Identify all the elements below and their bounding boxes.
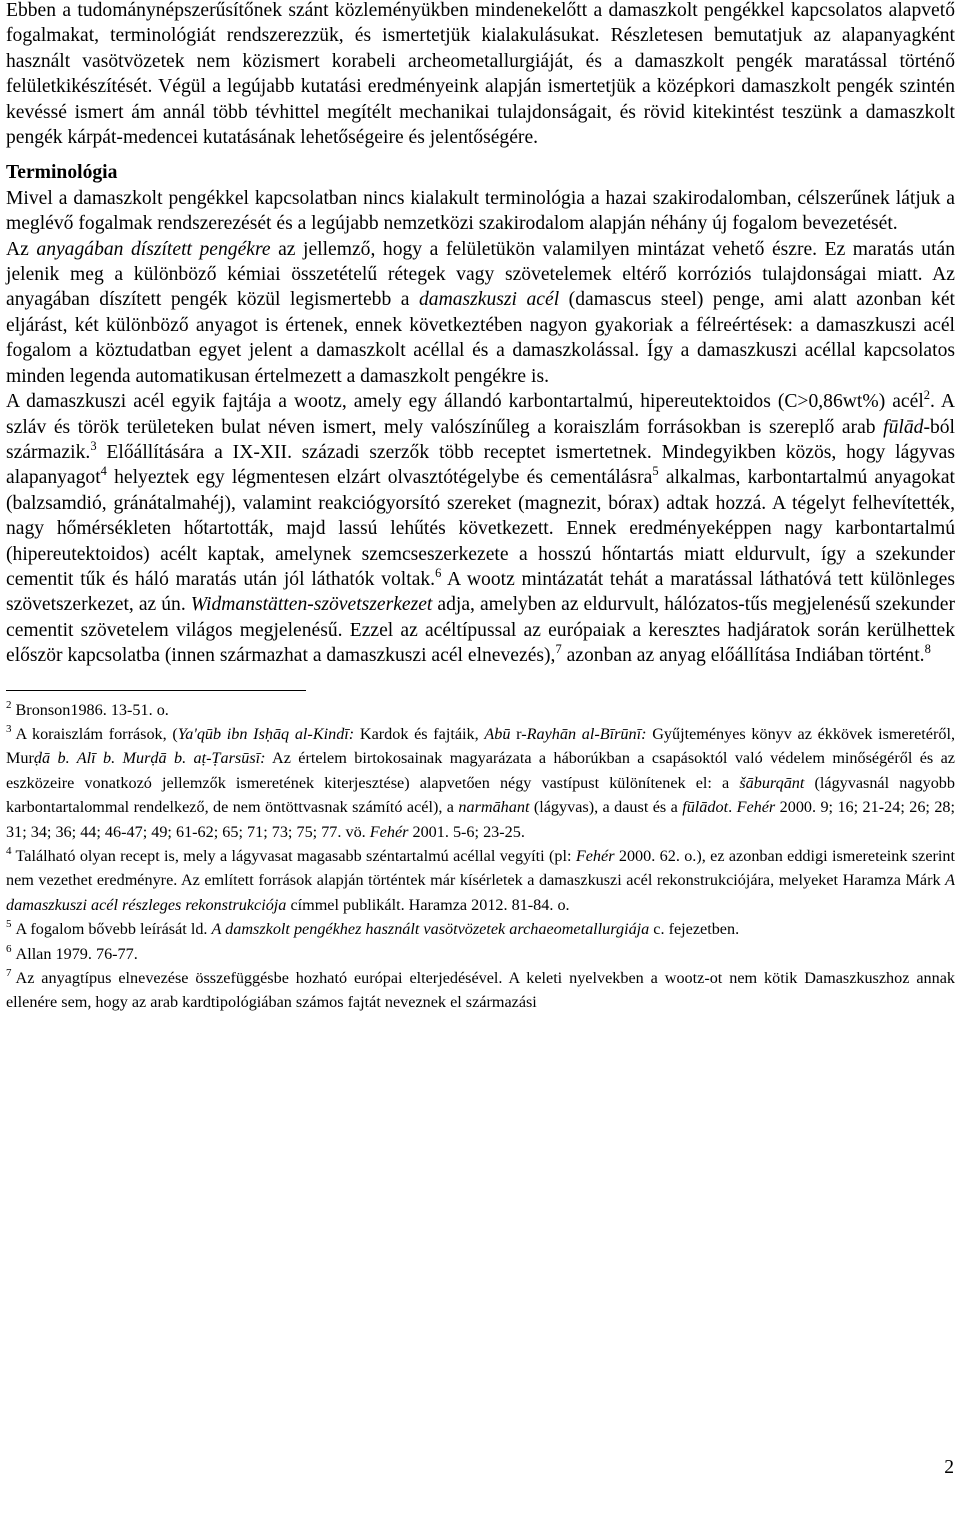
terminology-paragraph-3 [6,389,955,668]
text-run: címmel publikált. Haramza 2012. 81-84. o. [286,895,570,914]
text-run: -ból származik. [6,416,955,463]
text-run: A fogalom bővebb leírását ld. [15,920,212,939]
term: fūlādot [682,798,729,817]
text-run: A koraiszlám források, ( [15,724,178,743]
text-run: helyeztek egy légmentesen elzárt olvasztótégelybe és cementálásra [106,467,653,489]
text-run: adja, amelyben az eldurvult, hálózatos-tűs megjelenésű szekunder cementit szövetelem világos megjelenésű. Ezzel az acéltípussal az európaiak a keresztes hadjáratok során kerülhettek először kapcsolatba (innen származhat a damaszkuszi acél elnevezés), [6,594,955,667]
footnote-ref-6: 6 [435,565,442,580]
terminology-paragraph-1: Mivel a damaszkolt pengékkel kapcsolatban nincs kialakult terminológia a hazai szakirodalomban, célszerűnek látjuk a meglévő fogalmak rendszerezését és a legújabb nemzetközi szakirodalom alapján néhány új fogalom bevezetését. [6,187,955,235]
terminology-paragraph-2 [6,237,955,389]
text-run: r- [510,724,527,743]
text-run: Az értelem birtokosainak magyarázata a háborúkban a csapásoktól való védelem minőségéről és az eszközeire vonatkozó jellemzők ismeretének kiterjesztése) alapvetően négy vastípust különítenek el: a [6,749,955,792]
text-run: 2001. 5-6; 23-25. [408,822,525,841]
author-name: Fehér [575,847,615,865]
text-run: alkalmas, karbontartalmú anyagokat (balzsamdió, gránátalmahéj), valamint reakciógyorsító szereket (magnezit, bórax) adtak hozzá. A tégelyt felhevítették, nagy hőmérsékleten hőtartották, majd lassú lehűtés következett. Ennek eredményeképpen nagy karbontartalmú (hipereutektoidos) acélt kaptak, amelynek szemcseszerkezete a hosszú hőntartás miatt eldurvult, így a szekunder cementit tűk és háló maratás után jól láthatók voltak. [6,467,955,590]
term: narmāhant [458,798,530,817]
footnote-number: 3 [6,722,12,735]
text-run: A wootz mintázatát tehát a maratással láthatóvá tett különleges szövetszerkezet, az ún. [6,568,955,616]
text-run: c. fejezetben. [649,920,740,939]
chapter-title: A damszkolt pengékhez használt vasötvözetek archaeometallurgiája [211,920,650,939]
footnote-4 [6,844,955,917]
footnote-separator [6,690,306,691]
text-run: 2000. 9; 16; 21-24; 26; 28; 31; 34; 36; 44; 46-47; 49; 61-62; 65; 71; 73; 75; 77. vö. [6,798,956,841]
footnote-number: 5 [6,918,12,931]
text-run: (lágyvas), a daust és a [529,798,683,817]
author-name: Abū [484,724,511,743]
text-run: azonban az anyag előállítása Indiában történt. [561,645,925,667]
footnote-6 [6,942,955,966]
intro-paragraph: Ebben a tudománynépszerűsítőnek szánt közleményükben mindenekelőtt a damaszkolt pengékkel kapcsolatos alapvető fogalmakat, terminológiát rendszerezzük, és ismertetjük kialakulásukat. Részletesen bemutatjuk az alapanyagként használt vasötvözetek nem közismert korabeli archeometallurgiáját, és a damaszkolt pengék maratással történő felületkikészítését. Végül a legújabb kutatási eredményeink alapján ismertetjük a középkori damaszkolt pengék szintén kevéssé ismert ám annál több tévhittel megítélt mechanikai tulajdonságait, és rövid kitekintést teszünk a damaszkolt pengék kárpát-medencei kutatásának lehetőségeire és jelentőségére. [6,0,955,149]
text-run: . A szláv és török területeken bulat néven ismert, mely valószínűleg a koraiszlám forrásokban is szereplő arab [6,391,955,438]
footnote-ref-4: 4 [100,464,107,479]
text-run: Található olyan recept is, mely a lágyvasat magasabb széntartalmú acéllal vegyíti (pl: [15,847,576,865]
footnote-7 [6,966,955,1015]
footnote-number: 7 [6,967,12,980]
text-run: (damascus steel) penge, ami alatt azonban két eljárást, két különböző anyagot is értenek, ennek következtében nagyon gyakoriak a félreértések: a damaszkuszi acél fogalom a köztudatban egyet jelent a damaszkolt acéllal és a damaszkolással. Így a damaszkuszi acéllal kapcsolatos minden legenda automatikusan értelmezett a damaszkolt pengékre is. [6,289,955,387]
footnote-ref-7: 7 [555,642,562,657]
author-name: Ya'qūb ibn Isḥāq al-Kindī: [177,724,355,743]
term-anyagaban-diszitett: anyagában díszített pengékre [36,238,271,260]
term-damaszkuszi-acel: damaszkuszi acél [419,289,560,311]
footnote-text: Bronson1986. 13-51. o. [15,700,169,719]
footnote-ref-3: 3 [90,438,97,453]
term-fulad: fūlād [883,416,924,438]
text-run: 2000. 62. o.), ez azonban eddigi ismereteink szerint nem vezethet eredményre. Az említett források alapján történtek már kísérletek a damaszkuszi acél rekonstrukciójára, melyeket Haramza Márk [6,847,955,890]
text-run: Előállítására a IX-XII. századi szerzők több receptet ismertetnek. Mindegyikben közös, hogy lágyvas alapanyagot [6,441,955,489]
footnote-3 [6,722,955,844]
footnote-text: Allan 1979. 76-77. [15,944,138,963]
footnote-ref-2: 2 [923,388,931,403]
text-run: Gyűjteményes könyv az ékkövek ismeretéről, Mur [6,724,955,768]
author-name: ḍā b. Alī b. Murḍā b. aṭ-Ṭarsūsī: [33,749,266,768]
publication-title: A damaszkuszi acél részleges rekonstrukciója [6,871,955,914]
footnote-number: 2 [6,698,12,711]
footnote-text: Az anyagtípus elnevezése összefüggésbe hozható európai elterjedésével. A keleti nyelvekben a wootz-ot nem kötik Damaszkuszhoz annak ellenére sem, hogy az arab kardtipológiában számos fajtát neveznek el származási [6,969,955,1012]
text-run: . [728,798,737,817]
text-run: A damaszkuszi acél egyik fajtája a wootz, amely egy állandó karbontartalmú, hipereutektoidos (C>0,86wt%) acél [6,391,924,413]
footnote-number: 4 [6,845,12,857]
page-body [6,0,955,1015]
term: šāburqānt [739,773,805,792]
text-run: Kardok és fajtáik, [354,724,485,743]
term-widmanstatten: Widmanstätten-szövetszerkezet [190,594,433,616]
author-name: Fehér [369,822,409,841]
section-heading: Terminológia [6,162,118,184]
author-name: Rayhān al-Bīrūnī: [526,724,647,743]
footnote-ref-8: 8 [924,642,931,657]
text-run: az jellemző, hogy a felületükön valamilyen mintázat vehető észre. Ez maratás után jelenik meg a különböző kémiai összetételű rétegek vagy szövetelemek eltérő korróziós tulajdonságai miatt. Az anyagában díszített pengék közül legismertebb a [6,238,956,311]
footnote-2 [6,698,955,722]
footnote-ref-5: 5 [652,464,659,479]
text-run: (lágyvasnál nagyobb karbontartalommal rendelkező, de nem öntöttvasnak számító acél), a [6,773,955,817]
footnote-5 [6,917,955,941]
page-number: 2 [944,1457,954,1478]
footnote-number: 6 [6,942,12,955]
author-name: Fehér [736,798,776,817]
text-run: Az [6,238,37,260]
